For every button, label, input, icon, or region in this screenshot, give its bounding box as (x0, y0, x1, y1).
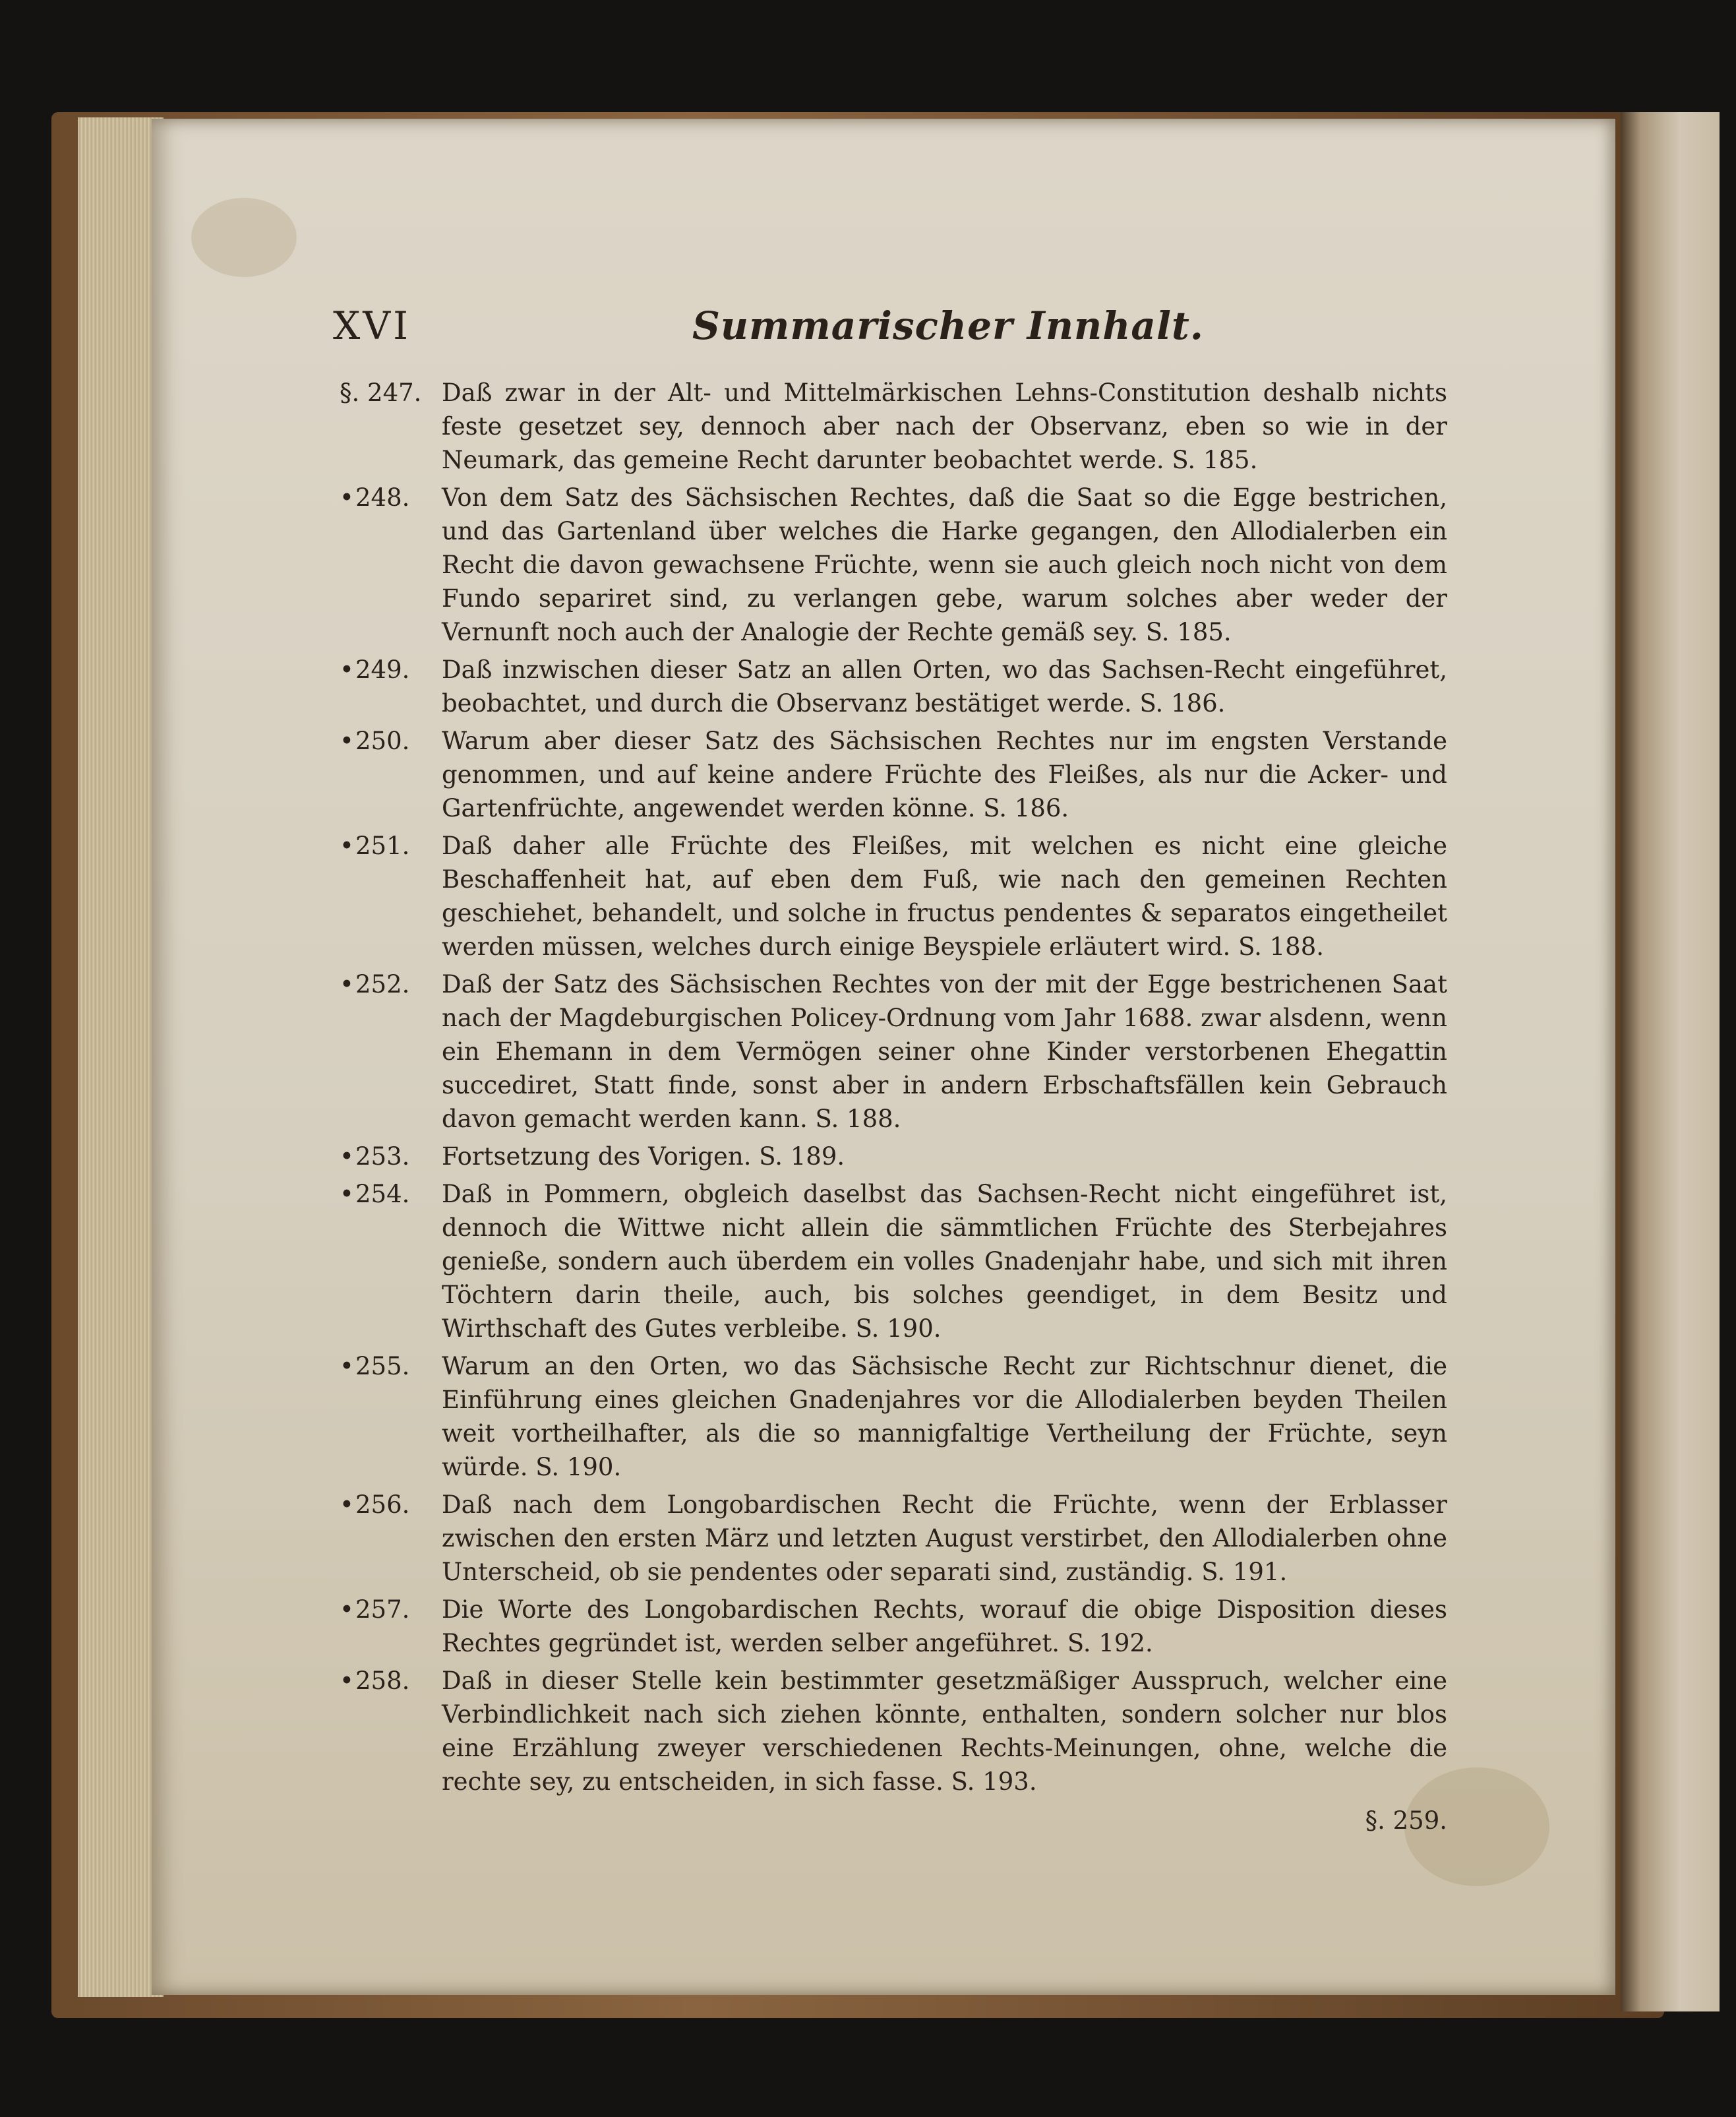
toc-entry (333, 653, 1447, 720)
entry-number: •255. (340, 1352, 410, 1380)
facing-page-edge (1621, 112, 1720, 2011)
entry-number: •254. (340, 1180, 410, 1208)
entry-text: Daß nach dem Longobardischen Recht die Früchte, wenn der Erblasser zwischen den ersten März und letzten August verstirbet, den Allodialerben ohne Unterscheid, ob sie pendentes oder separati sind, zuständig. S. 191. (442, 1490, 1447, 1586)
toc-entry (333, 829, 1447, 964)
entry-text: Warum an den Orten, wo das Sächsische Recht zur Richtschnur dienet, die Einführung eines gleichen Gnadenjahres vor die Allodialerben beyden Theilen weit vortheilhafter, als die so mannigfaltige Vertheilung der Früchte, seyn würde. S. 190. (442, 1352, 1447, 1481)
toc-entry (333, 1140, 1447, 1173)
page-stack-edge (78, 117, 164, 1997)
entry-number: •253. (340, 1142, 410, 1171)
catchword: §. 259. (1365, 1806, 1447, 1835)
toc-entry (333, 1177, 1447, 1345)
toc-entry (333, 1349, 1447, 1484)
entry-number: •249. (340, 656, 410, 684)
entry-text: Die Worte des Longobardischen Rechts, worauf die obige Disposition dieses Rechtes gegründet ist, werden selber angeführet. S. 192. (442, 1595, 1447, 1657)
entry-number: •252. (340, 970, 410, 998)
entry-text: Daß der Satz des Sächsischen Rechtes von der mit der Egge bestrichenen Saat nach der Magdeburgischen Policey-Ordnung vom Jahr 1688. zwar alsdenn, wenn ein Ehemann in dem Vermögen seiner ohne Kinder verstorbenen Ehegattin succediret, Statt finde, sonst aber in andern Erbschaftsfällen kein Gebrauch davon gemacht werden kann. S. 188. (442, 970, 1447, 1133)
entry-text: Daß in Pommern, obgleich daselbst das Sachsen-Recht nicht eingeführet ist, dennoch die Wittwe nicht allein die sämmtlichen Früchte des Sterbejahres genieße, sondern auch überdem ein volles Gnadenjahr habe, und sich mit ihren Töchtern darin theile, auch, bis solches geendiget, in dem Besitz und Wirthschaft des Gutes verbleibe. S. 190. (442, 1180, 1447, 1343)
toc-entry (333, 376, 1447, 477)
entry-text: Von dem Satz des Sächsischen Rechtes, daß die Saat so die Egge bestrichen, und das Gartenland über welches die Harke gegangen, den Allodialerben ein Recht die davon gewachsene Früchte, wenn sie auch gleich noch nicht von dem Fundo separiret sind, zu verlangen gebe, warum solches aber weder der Vernunft noch auch der Analogie der Rechte gemäß sey. S. 185. (442, 483, 1447, 646)
entry-text: Daß in dieser Stelle kein bestimmter gesetzmäßiger Ausspruch, welcher eine Verbindlichkeit nach sich ziehen könnte, enthalten, sondern solcher nur blos eine Erzählung zweyer verschiedenen Rechts-Meinungen, ohne, welche die rechte sey, zu entscheiden, in sich fasse. S. 193. (442, 1667, 1447, 1796)
entry-number: §. 247. (340, 379, 422, 407)
entry-number: •250. (340, 727, 410, 755)
entry-text: Daß inzwischen dieser Satz an allen Orten, wo das Sachsen-Recht eingeführet, beobachtet, und durch die Observanz bestätiget werde. S. 186. (442, 656, 1447, 718)
page-content (333, 303, 1447, 1837)
entry-number: •256. (340, 1490, 410, 1519)
running-title: Summarischer Innhalt. (692, 303, 1204, 348)
toc-entry (333, 1488, 1447, 1589)
entry-number: •248. (340, 483, 410, 512)
entry-text: Fortsetzung des Vorigen. S. 189. (442, 1142, 845, 1171)
entry-number: •251. (340, 832, 410, 860)
toc-entry (333, 481, 1447, 649)
entry-number: •258. (340, 1667, 410, 1695)
page-number: XVI (333, 303, 411, 348)
toc-entry (333, 1664, 1447, 1798)
entry-number: •257. (340, 1595, 410, 1624)
toc-entry (333, 967, 1447, 1136)
paper-stain (191, 198, 297, 277)
toc-entry (333, 1593, 1447, 1660)
page-header (333, 303, 1447, 363)
entry-text: Warum aber dieser Satz des Sächsischen Rechtes nur im engsten Verstande genommen, und auf keine andere Früchte des Fleißes, als nur die Acker- und Gartenfrüchte, angewendet werden könne. S. 186. (442, 727, 1447, 822)
entry-text: Daß daher alle Früchte des Fleißes, mit welchen es nicht eine gleiche Beschaffenheit hat, auf eben dem Fuß, wie nach den gemeinen Rechten geschiehet, behandelt, und solche in fructus pendentes & separatos eingetheilet werden müssen, welches durch einige Beyspiele erläutert wird. S. 188. (442, 832, 1447, 961)
toc-entry (333, 724, 1447, 825)
entry-text: Daß zwar in der Alt- und Mittelmärkischen Lehns-Constitution deshalb nichts feste gesetzet sey, dennoch aber nach der Observanz, eben so wie in der Neumark, das gemeine Recht darunter beobachtet werde. S. 185. (442, 379, 1447, 474)
